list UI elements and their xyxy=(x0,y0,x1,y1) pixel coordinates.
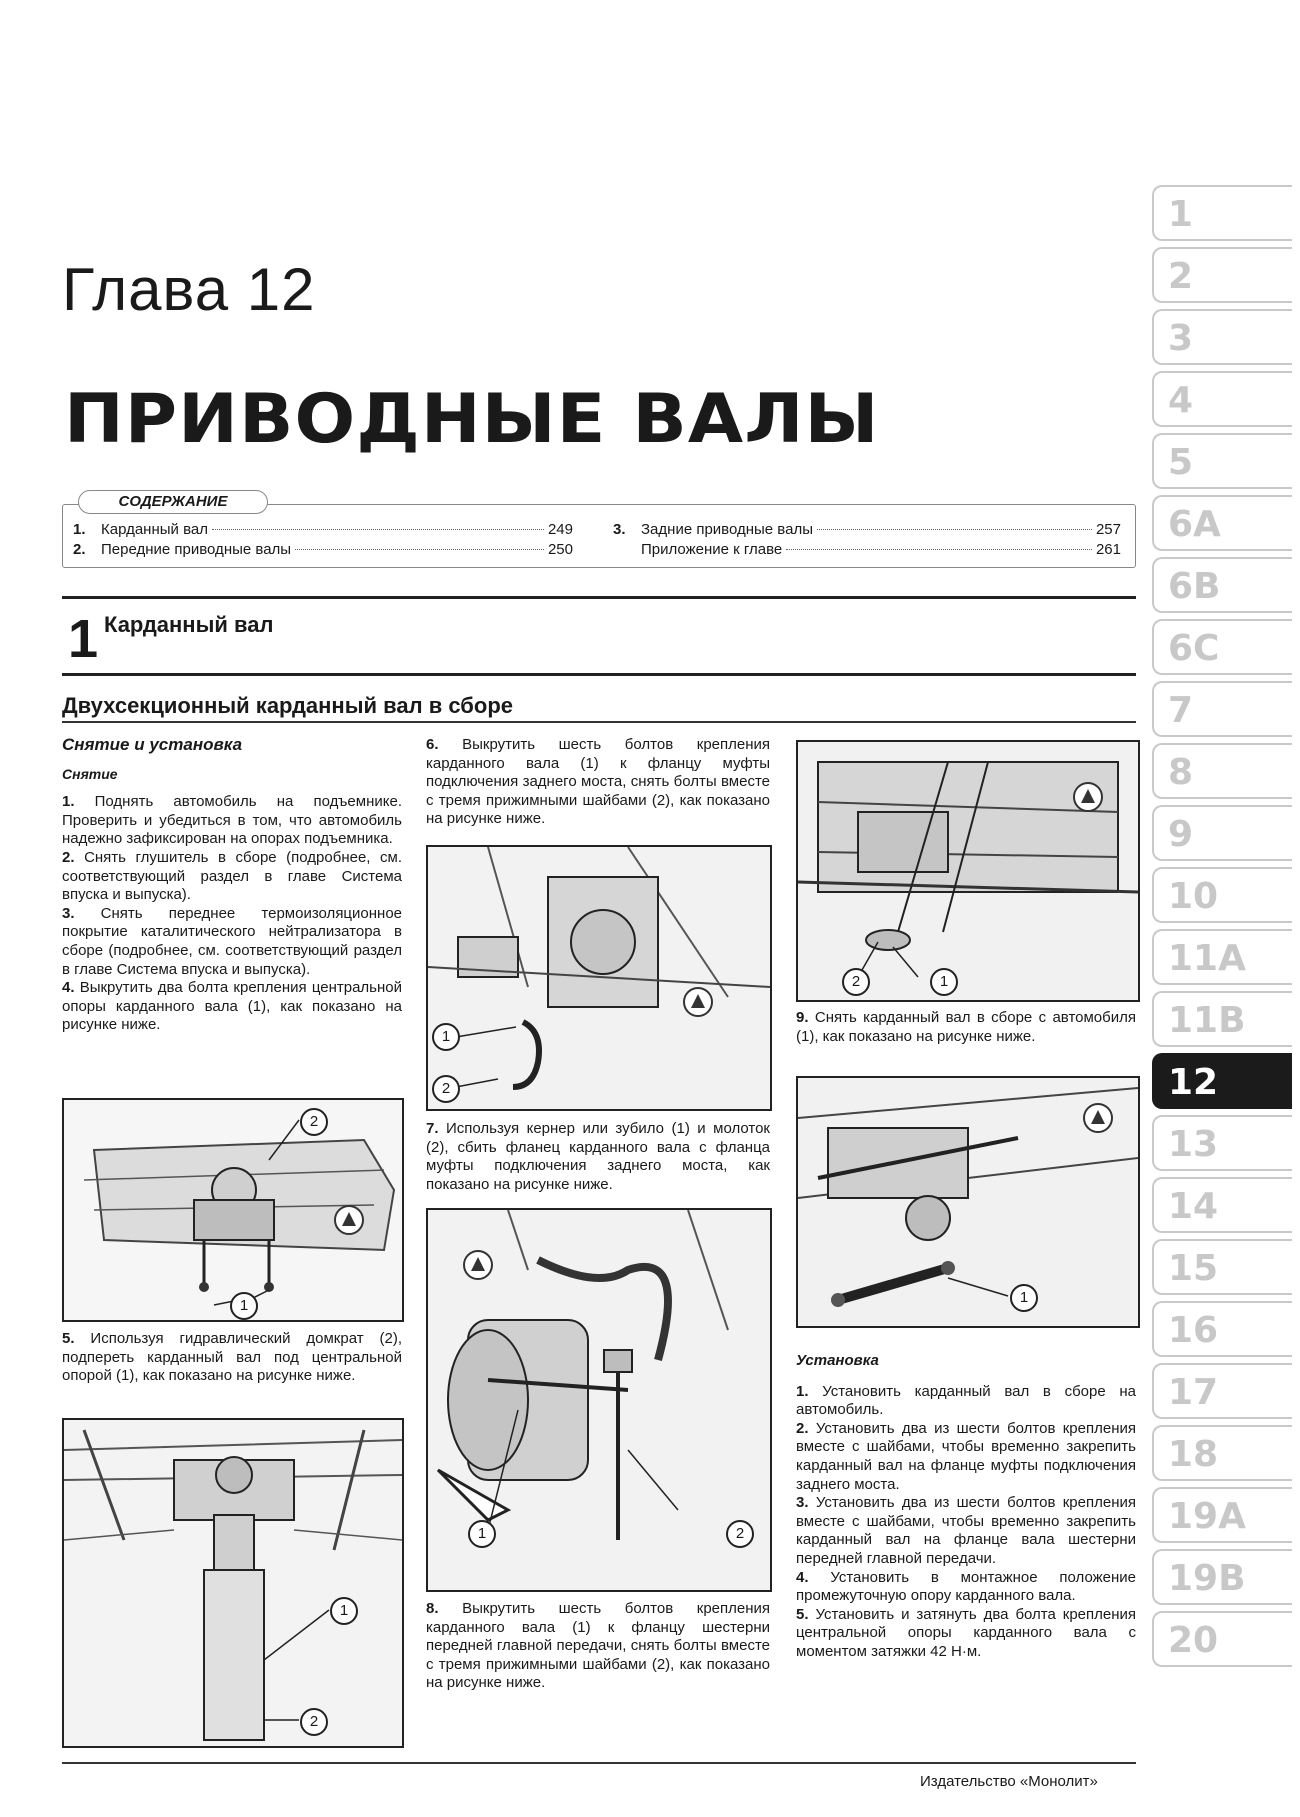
toc-item-page: 249 xyxy=(547,521,573,538)
heading-installation: Установка xyxy=(796,1352,879,1369)
step-text: Снять глушитель в сборе (подробнее, см. соответствующий раздел в главе Система впуска и выпуска). xyxy=(62,848,402,904)
step xyxy=(796,1420,1136,1494)
step-number: 1. xyxy=(62,793,75,811)
step xyxy=(796,1009,1136,1046)
step xyxy=(62,905,402,979)
callout: 2 xyxy=(300,1708,328,1736)
tab-chapter-6b[interactable]: 6B xyxy=(1152,557,1292,613)
toc-item-number: 1. xyxy=(73,521,86,538)
tab-chapter-2[interactable]: 2 xyxy=(1152,247,1292,303)
callout: 1 xyxy=(468,1520,496,1548)
step xyxy=(62,849,402,905)
section-rule xyxy=(62,596,1136,599)
step-text: Выкрутить шесть болтов крепления карданного вала (1) к фланцу муфты подключения заднего моста, снять болты вместе с тремя прижимными шайбами (2), как показано на рисунке ниже. xyxy=(426,736,771,828)
tab-chapter-14[interactable]: 14 xyxy=(1152,1177,1292,1233)
toc-leader xyxy=(817,529,1092,530)
tab-chapter-1[interactable]: 1 xyxy=(1152,185,1292,241)
tab-chapter-11a[interactable]: 11A xyxy=(1152,929,1292,985)
step-number: 5. xyxy=(796,1605,809,1623)
tab-chapter-8[interactable]: 8 xyxy=(1152,743,1292,799)
tab-chapter-9[interactable]: 9 xyxy=(1152,805,1292,861)
toc-item[interactable] xyxy=(73,541,573,558)
step-text: Установить два из шести болтов крепления вместе с шайбами, чтобы временно закрепить карданный вал на фланце муфты подключения заднего моста. xyxy=(796,1419,1136,1493)
figure-drawing xyxy=(798,742,1138,1000)
step-text: Установить два из шести болтов крепления вместе с шайбами, чтобы временно закрепить карданный вал на фланце вала шестерни передней главной передачи. xyxy=(796,1494,1136,1567)
tab-chapter-11b[interactable]: 11B xyxy=(1152,991,1292,1047)
installation-section xyxy=(796,1352,1136,1662)
step-text: Выкрутить шесть болтов крепления карданного вала (1) к фланцу шестерни передней главной передачи, снять болты вместе с тремя прижимными шайбами (2), как показано на рисунке ниже. xyxy=(426,1600,771,1692)
toc-item-text: Передние приводные валы xyxy=(101,541,292,558)
step xyxy=(426,1120,770,1194)
callout: 2 xyxy=(842,968,870,996)
toc-label: СОДЕРЖАНИЕ xyxy=(78,490,268,514)
step-number: 4. xyxy=(796,1568,809,1586)
callout: 1 xyxy=(230,1292,258,1320)
step xyxy=(426,1600,770,1693)
tab-chapter-13[interactable]: 13 xyxy=(1152,1115,1292,1171)
toc-item-text: Карданный вал xyxy=(101,521,208,538)
tab-chapter-12[interactable]: 12 xyxy=(1152,1053,1292,1109)
section-number: 1 xyxy=(68,609,99,669)
tab-chapter-5[interactable]: 5 xyxy=(1152,433,1292,489)
heading-removal-install: Снятие и установка xyxy=(62,735,243,754)
step xyxy=(426,736,770,829)
step-number: 4. xyxy=(62,979,75,997)
step-number: 2. xyxy=(796,1419,809,1437)
tab-chapter-10[interactable]: 10 xyxy=(1152,867,1292,923)
tab-chapter-16[interactable]: 16 xyxy=(1152,1301,1292,1357)
step-number: 2. xyxy=(62,848,75,866)
step-text: Снять карданный вал в сборе с автомобиля (1), как показано на рисунке ниже. xyxy=(796,1009,1136,1045)
step xyxy=(62,793,402,849)
column-1 xyxy=(62,736,402,1035)
footer-rule xyxy=(62,1762,1136,1764)
figure-punch-hammer xyxy=(426,1208,772,1592)
figure-drawing xyxy=(64,1100,402,1320)
tab-chapter-20[interactable]: 20 xyxy=(1152,1611,1292,1667)
step-text: Установить в монтажное положение промежуточную опору карданного вала. xyxy=(796,1568,1136,1605)
callout: 1 xyxy=(930,968,958,996)
step-text: Снять переднее термоизоляционное покрытие каталитического нейтрализатора в сборе (подробнее, см. соответствующий раздел в главе Система впуска и выпуска). xyxy=(62,904,403,978)
tab-chapter-4[interactable]: 4 xyxy=(1152,371,1292,427)
step-number: 3. xyxy=(796,1494,809,1512)
toc-leader xyxy=(786,549,1092,550)
section-title: Карданный вал xyxy=(104,612,274,637)
figure-center-bearing-bolts xyxy=(62,1098,404,1322)
step xyxy=(796,1569,1136,1606)
heading-removal: Снятие xyxy=(62,765,118,782)
tab-chapter-17[interactable]: 17 xyxy=(1152,1363,1292,1419)
step xyxy=(796,1494,1136,1568)
tab-chapter-6c[interactable]: 6C xyxy=(1152,619,1292,675)
subsection-rule xyxy=(62,721,1136,723)
figure-drawing xyxy=(798,1078,1138,1326)
tab-chapter-15[interactable]: 15 xyxy=(1152,1239,1292,1295)
step-number: 6. xyxy=(426,736,439,753)
page-title: ПРИВОДНЫЕ ВАЛЫ xyxy=(64,380,880,459)
toc-leader xyxy=(212,529,544,530)
figure-drawing xyxy=(64,1420,402,1746)
callout: 1 xyxy=(1010,1284,1038,1312)
step-text: Используя кернер или зубило (1) и молоток (2), сбить фланец карданного вала с фланца муфты подключения заднего моста, как показано на рисунке ниже. xyxy=(426,1120,770,1193)
step-text: Используя гидравлический домкрат (2), подпереть карданный вал под центральной опорой (1), как показано на рисунке ниже. xyxy=(62,1330,402,1385)
section-rule xyxy=(62,673,1136,676)
toc-item-text: Приложение к главе xyxy=(641,541,783,558)
callout: 2 xyxy=(432,1075,460,1103)
toc-item[interactable] xyxy=(613,521,1121,538)
callout: 2 xyxy=(726,1520,754,1548)
toc-leader xyxy=(295,549,544,550)
subsection-title: Двухсекционный карданный вал в сборе xyxy=(62,693,513,718)
toc-item-number: 2. xyxy=(73,541,86,558)
figure-front-flange-bolts xyxy=(796,740,1140,1002)
figure-jack-support xyxy=(62,1418,404,1748)
step xyxy=(796,1383,1136,1420)
step-text: Поднять автомобиль на подъемнике. Проверить и убедиться в том, что автомобиль надежно зафиксирован на опорах подъемника. xyxy=(62,793,402,848)
step xyxy=(62,979,402,1035)
chapter-label: Глава 12 xyxy=(62,256,316,323)
tab-chapter-19b[interactable]: 19B xyxy=(1152,1549,1292,1605)
step-number: 1. xyxy=(796,1382,809,1400)
step-number: 8. xyxy=(426,1600,439,1617)
step-number: 3. xyxy=(62,904,75,922)
tab-chapter-7[interactable]: 7 xyxy=(1152,681,1292,737)
toc-item-text: Задние приводные валы xyxy=(641,521,813,538)
figure-drawing xyxy=(428,847,770,1109)
publisher-footer: Издательство «Монолит» xyxy=(920,1773,1098,1790)
callout: 1 xyxy=(432,1023,460,1051)
toc-item-page: 250 xyxy=(547,541,573,558)
tab-chapter-19a[interactable]: 19A xyxy=(1152,1487,1292,1543)
step-text: Установить карданный вал в сборе на автомобиль. xyxy=(796,1382,1136,1419)
toc-item[interactable] xyxy=(613,541,1121,558)
tab-chapter-6a[interactable]: 6A xyxy=(1152,495,1292,551)
callout: 2 xyxy=(300,1108,328,1136)
step-number: 5. xyxy=(62,1330,75,1347)
toc-item-page: 261 xyxy=(1095,541,1121,558)
step-text: Установить и затянуть два болта крепления центральной опоры карданного вала с моментом затяжки 42 Н·м. xyxy=(796,1605,1137,1660)
tab-chapter-18[interactable]: 18 xyxy=(1152,1425,1292,1481)
tab-chapter-3[interactable]: 3 xyxy=(1152,309,1292,365)
step xyxy=(796,1606,1136,1662)
figure-remove-driveshaft xyxy=(796,1076,1140,1328)
figure-rear-coupling-bolts xyxy=(426,845,772,1111)
toc-item[interactable] xyxy=(73,521,573,538)
step-text: Выкрутить два болта крепления центральной опоры карданного вала (1), как показано на рисунке ниже. xyxy=(62,979,402,1034)
toc-item-page: 257 xyxy=(1095,521,1121,538)
step-number: 7. xyxy=(426,1120,439,1137)
step xyxy=(62,1330,402,1386)
callout: 1 xyxy=(330,1597,358,1625)
toc-item-number: 3. xyxy=(613,521,626,538)
step-number: 9. xyxy=(796,1009,809,1026)
